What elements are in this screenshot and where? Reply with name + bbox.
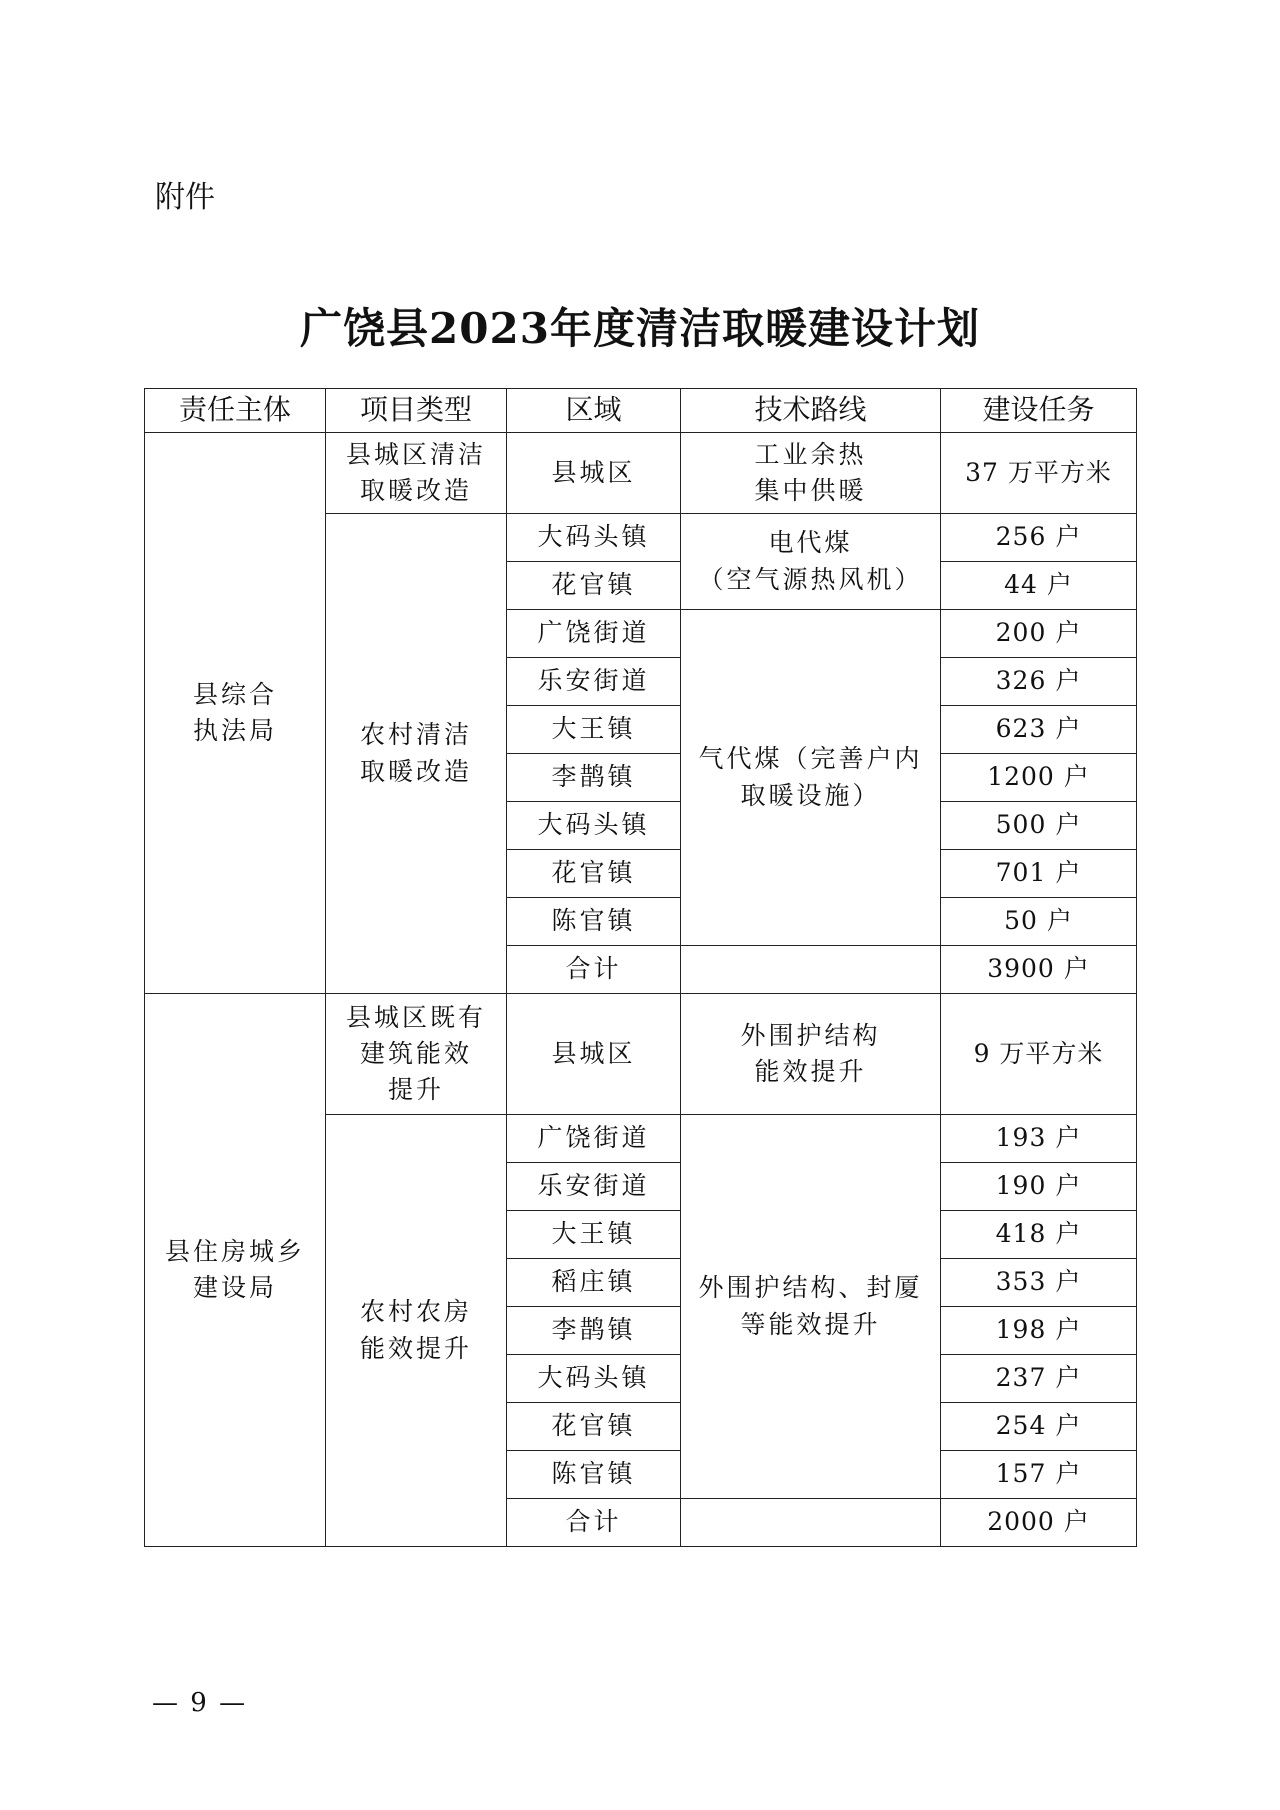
area-cell: 县城区 bbox=[507, 994, 681, 1115]
area-cell: 广饶街道 bbox=[507, 610, 681, 658]
area-cell: 花官镇 bbox=[507, 850, 681, 898]
task-cell: 353 户 bbox=[941, 1259, 1137, 1307]
area-cell: 合计 bbox=[507, 1499, 681, 1547]
task-cell: 198 户 bbox=[941, 1307, 1137, 1355]
area-cell: 县城区 bbox=[507, 433, 681, 514]
tech-route-cell: 气代煤（完善户内 取暖设施） bbox=[681, 610, 941, 946]
owner-cell: 县综合 执法局 bbox=[145, 433, 326, 994]
header-owner: 责任主体 bbox=[145, 389, 326, 433]
project-type-cell: 县城区既有 建筑能效 提升 bbox=[326, 994, 507, 1115]
task-cell: 623 户 bbox=[941, 706, 1137, 754]
project-type-cell: 农村农房 能效提升 bbox=[326, 1115, 507, 1547]
tech-route-cell: 外围护结构 能效提升 bbox=[681, 994, 941, 1115]
task-cell: 193 户 bbox=[941, 1115, 1137, 1163]
area-cell: 大王镇 bbox=[507, 1211, 681, 1259]
area-cell: 李鹊镇 bbox=[507, 1307, 681, 1355]
table-row bbox=[145, 994, 1137, 1115]
task-cell: 256 户 bbox=[941, 514, 1137, 562]
project-type-cell: 农村清洁 取暖改造 bbox=[326, 514, 507, 994]
task-cell: 326 户 bbox=[941, 658, 1137, 706]
tech-route-cell bbox=[681, 946, 941, 994]
task-cell: 50 户 bbox=[941, 898, 1137, 946]
area-cell: 李鹊镇 bbox=[507, 754, 681, 802]
task-cell: 3900 户 bbox=[941, 946, 1137, 994]
task-cell: 1200 户 bbox=[941, 754, 1137, 802]
tech-route-cell: 电代煤 （空气源热风机） bbox=[681, 514, 941, 610]
area-cell: 大码头镇 bbox=[507, 1355, 681, 1403]
task-cell: 418 户 bbox=[941, 1211, 1137, 1259]
task-cell: 701 户 bbox=[941, 850, 1137, 898]
area-cell: 广饶街道 bbox=[507, 1115, 681, 1163]
area-cell: 大码头镇 bbox=[507, 802, 681, 850]
task-cell: 254 户 bbox=[941, 1403, 1137, 1451]
task-cell: 2000 户 bbox=[941, 1499, 1137, 1547]
construction-plan-table bbox=[144, 388, 1137, 1547]
area-cell: 乐安街道 bbox=[507, 658, 681, 706]
task-cell: 200 户 bbox=[941, 610, 1137, 658]
area-cell: 大码头镇 bbox=[507, 514, 681, 562]
task-cell: 237 户 bbox=[941, 1355, 1137, 1403]
area-cell: 陈官镇 bbox=[507, 1451, 681, 1499]
table-body bbox=[145, 433, 1137, 1547]
tech-route-cell bbox=[681, 1499, 941, 1547]
area-cell: 合计 bbox=[507, 946, 681, 994]
attachment-label: 附件 bbox=[155, 180, 215, 215]
tech-route-cell: 工业余热 集中供暖 bbox=[681, 433, 941, 514]
owner-cell: 县住房城乡 建设局 bbox=[145, 994, 326, 1547]
header-task: 建设任务 bbox=[941, 389, 1137, 433]
task-cell: 9 万平方米 bbox=[941, 994, 1137, 1115]
area-cell: 稻庄镇 bbox=[507, 1259, 681, 1307]
area-cell: 陈官镇 bbox=[507, 898, 681, 946]
header-tech-route: 技术路线 bbox=[681, 389, 941, 433]
area-cell: 花官镇 bbox=[507, 1403, 681, 1451]
area-cell: 大王镇 bbox=[507, 706, 681, 754]
page-number: — 9 — bbox=[152, 1688, 248, 1718]
table-row bbox=[145, 433, 1137, 514]
area-cell: 乐安街道 bbox=[507, 1163, 681, 1211]
task-cell: 44 户 bbox=[941, 562, 1137, 610]
table-header-row bbox=[145, 389, 1137, 433]
area-cell: 花官镇 bbox=[507, 562, 681, 610]
document-title: 广饶县2023年度清洁取暖建设计划 bbox=[300, 304, 980, 353]
task-cell: 500 户 bbox=[941, 802, 1137, 850]
header-area: 区域 bbox=[507, 389, 681, 433]
header-project-type: 项目类型 bbox=[326, 389, 507, 433]
task-cell: 190 户 bbox=[941, 1163, 1137, 1211]
tech-route-cell: 外围护结构、封厦 等能效提升 bbox=[681, 1115, 941, 1499]
task-cell: 37 万平方米 bbox=[941, 433, 1137, 514]
task-cell: 157 户 bbox=[941, 1451, 1137, 1499]
project-type-cell: 县城区清洁 取暖改造 bbox=[326, 433, 507, 514]
